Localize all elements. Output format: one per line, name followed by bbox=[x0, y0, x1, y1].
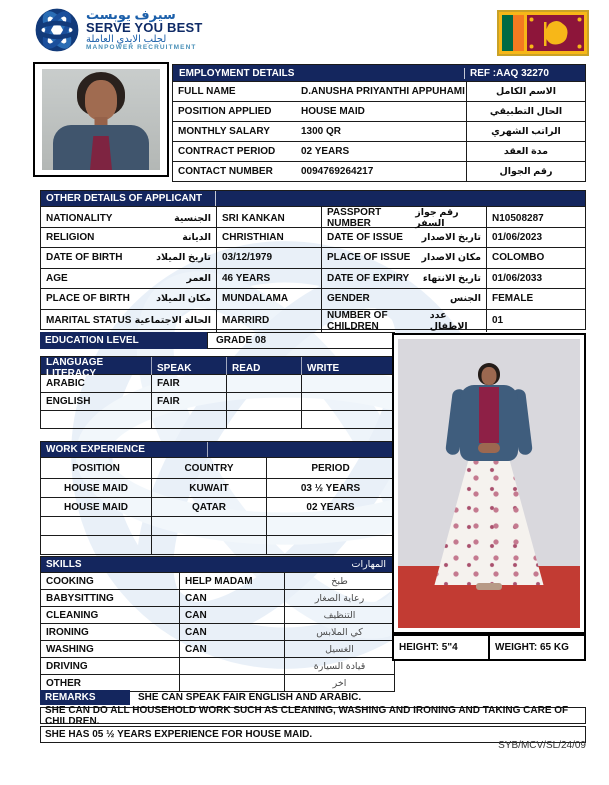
column-header: LANGUAGE LITERACY bbox=[46, 357, 104, 379]
table-row bbox=[41, 536, 394, 554]
sri-lanka-flag-icon bbox=[497, 10, 589, 56]
skill-arabic-label: رعاية الصغار bbox=[284, 590, 394, 606]
education-level-row bbox=[40, 332, 395, 349]
field-value: N10508287 bbox=[486, 207, 585, 229]
table-row bbox=[41, 228, 585, 249]
skills-header bbox=[41, 557, 394, 573]
table-row bbox=[41, 207, 585, 228]
work-position: HOUSE MAID bbox=[64, 482, 128, 494]
write-level bbox=[301, 411, 394, 428]
field-value: MUNDALAMA bbox=[216, 289, 321, 309]
logo-arabic-name: سيرف يوبست bbox=[86, 6, 176, 22]
field-arabic-label: تاريخ الاصدار bbox=[421, 231, 481, 243]
skill-value bbox=[179, 675, 284, 691]
work-country bbox=[151, 536, 266, 554]
language-header-row bbox=[41, 357, 394, 379]
field-label: PLACE OF ISSUE bbox=[327, 252, 411, 264]
field-value: 46 YEARS bbox=[216, 269, 321, 289]
applicant-fullbody-photo bbox=[392, 333, 586, 634]
education-label: EDUCATION LEVEL bbox=[40, 332, 207, 349]
speak-level: FAIR bbox=[151, 375, 226, 392]
other-details-table bbox=[40, 190, 586, 330]
education-value: GRADE 08 bbox=[207, 332, 395, 349]
read-level bbox=[226, 393, 301, 410]
language-name: ARABIC bbox=[46, 378, 85, 389]
field-label: CONTACT NUMBER bbox=[178, 166, 273, 177]
column-header: POSITION bbox=[72, 462, 120, 474]
weight-value: WEIGHT: 65 KG bbox=[488, 636, 584, 659]
work-experience-title: WORK EXPERIENCE bbox=[41, 442, 394, 458]
skill-name: BABYSITTING bbox=[46, 592, 114, 604]
field-label: DATE OF EXPIRY bbox=[327, 272, 410, 284]
logo-tagline: MANPOWER RECRUITMENT bbox=[86, 44, 197, 52]
field-value: HOUSE MAID bbox=[301, 106, 365, 117]
read-level bbox=[226, 375, 301, 392]
skill-arabic-label: طبخ bbox=[284, 573, 394, 589]
table-row bbox=[41, 641, 394, 658]
column-header: COUNTRY bbox=[151, 458, 266, 478]
field-label: PLACE OF BIRTH bbox=[46, 293, 130, 305]
skill-arabic-label: اخر bbox=[284, 675, 394, 691]
employment-ref: REF :AAQ 32270 bbox=[464, 68, 585, 79]
field-value: 01/06/2033 bbox=[486, 269, 585, 289]
language-literacy-table bbox=[40, 356, 395, 429]
skill-value: CAN bbox=[179, 607, 284, 623]
field-value: 02 YEARS bbox=[301, 146, 350, 157]
remarks-line-3: SHE HAS 05 ½ YEARS EXPERIENCE FOR HOUSE MAID. bbox=[40, 726, 586, 743]
other-details-title: OTHER DETAILS OF APPLICANT bbox=[41, 191, 216, 206]
skills-title-arabic: المهارات bbox=[351, 559, 386, 570]
table-row bbox=[41, 269, 585, 290]
field-arabic-label: مكان الاصدار bbox=[421, 252, 481, 264]
skills-table bbox=[40, 556, 395, 692]
work-position bbox=[41, 536, 151, 554]
skill-value: HELP MADAM bbox=[179, 573, 284, 589]
field-value: CHRISTHIAN bbox=[216, 228, 321, 248]
table-row bbox=[41, 310, 585, 330]
field-label: MARITAL STATUS bbox=[46, 315, 132, 326]
field-value: D.ANUSHA PRIYANTHI APPUHAMI bbox=[301, 86, 465, 97]
field-arabic-label: رقم جواز السفر bbox=[415, 207, 459, 229]
remarks-line-2: SHE CAN DO ALL HOUSEHOLD WORK SUCH AS CLEANING, WASHING AND IRONING AND TAKING CARE OF CHILDREN. bbox=[40, 707, 586, 724]
table-row bbox=[41, 573, 394, 590]
work-experience-table bbox=[40, 441, 395, 555]
table-row bbox=[41, 498, 394, 517]
language-name bbox=[41, 411, 151, 428]
skill-value: CAN bbox=[179, 641, 284, 657]
employment-header bbox=[173, 65, 585, 82]
work-country: QATAR bbox=[151, 498, 266, 516]
agency-logo bbox=[34, 7, 202, 53]
field-label: GENDER bbox=[327, 293, 370, 305]
remarks-line-1: SHE CAN SPEAK FAIR ENGLISH AND ARABIC. bbox=[138, 692, 362, 703]
skill-name: IRONING bbox=[46, 626, 89, 638]
field-arabic-label: الحال التطبيقي bbox=[466, 102, 585, 121]
field-arabic-label: العمر bbox=[186, 272, 211, 284]
field-value: SRI KANKAN bbox=[216, 207, 321, 229]
physique-row bbox=[392, 634, 586, 661]
table-row bbox=[41, 375, 394, 393]
logo-icon bbox=[34, 7, 80, 53]
remarks-title: REMARKS bbox=[40, 690, 130, 705]
skills-title: SKILLS bbox=[46, 559, 82, 570]
field-label: RELIGION bbox=[46, 231, 95, 243]
portrait-shirt bbox=[90, 136, 112, 170]
skill-value: CAN bbox=[179, 624, 284, 640]
work-period: 02 YEARS bbox=[266, 498, 394, 516]
other-details-header bbox=[41, 191, 585, 207]
table-row bbox=[41, 624, 394, 641]
field-value: 01/06/2023 bbox=[486, 228, 585, 248]
field-arabic-label: رقم الجوال bbox=[466, 162, 585, 181]
work-country bbox=[151, 517, 266, 535]
skill-value: CAN bbox=[179, 590, 284, 606]
table-row bbox=[41, 393, 394, 411]
field-value: 1300 QR bbox=[301, 126, 342, 137]
skill-name: COOKING bbox=[46, 575, 94, 587]
remarks-section bbox=[40, 690, 586, 743]
table-row bbox=[41, 607, 394, 624]
field-arabic-label: الراتب الشهري bbox=[466, 122, 585, 141]
field-value: MARRIRD bbox=[216, 310, 321, 332]
table-row bbox=[41, 517, 394, 536]
table-row bbox=[41, 411, 394, 428]
field-arabic-label: الديانة bbox=[182, 231, 211, 243]
skill-arabic-label: الغسيل bbox=[284, 641, 394, 657]
column-header: READ bbox=[226, 357, 301, 379]
height-value: HEIGHT: 5"4 bbox=[399, 642, 458, 653]
field-arabic-label: الجنس bbox=[450, 293, 481, 305]
logo-english-name: SERVE YOU BEST bbox=[86, 20, 203, 36]
work-country: KUWAIT bbox=[151, 479, 266, 497]
field-value: COLOMBO bbox=[486, 248, 585, 268]
skill-value bbox=[179, 658, 284, 674]
portrait-face bbox=[85, 80, 117, 120]
table-row bbox=[41, 289, 585, 310]
field-arabic-label: مدة العقد bbox=[466, 142, 585, 161]
table-row bbox=[41, 248, 585, 269]
employment-title: EMPLOYMENT DETAILS bbox=[179, 67, 295, 79]
skill-arabic-label: كي الملابس bbox=[284, 624, 394, 640]
write-level bbox=[301, 375, 394, 392]
photo-face bbox=[482, 367, 497, 385]
field-value: 01 bbox=[486, 310, 585, 332]
table-row bbox=[173, 122, 585, 142]
field-value: 0094769264217 bbox=[301, 166, 374, 177]
field-arabic-label: الاسم الكامل bbox=[466, 82, 585, 101]
work-position: HOUSE MAID bbox=[64, 501, 128, 513]
table-row bbox=[41, 658, 394, 675]
write-level bbox=[301, 393, 394, 410]
skill-name: CLEANING bbox=[46, 609, 99, 621]
field-arabic-label: مكان الميلاد bbox=[156, 293, 211, 305]
table-row bbox=[41, 590, 394, 607]
skill-name: OTHER bbox=[46, 677, 81, 689]
table-row bbox=[41, 675, 394, 691]
field-label: FULL NAME bbox=[178, 86, 236, 97]
logo-arabic-tagline: لجلب الايدي العاملة bbox=[86, 33, 167, 45]
field-label: AGE bbox=[46, 272, 68, 284]
employment-details-table bbox=[172, 64, 586, 182]
field-value: FEMALE bbox=[486, 289, 585, 309]
work-period bbox=[266, 536, 394, 554]
field-label: DATE OF BIRTH bbox=[46, 252, 123, 264]
work-period: 03 ½ YEARS bbox=[266, 479, 394, 497]
field-label: NUMBER OF CHILDREN bbox=[327, 309, 388, 332]
applicant-portrait-photo bbox=[33, 62, 169, 177]
table-row bbox=[173, 142, 585, 162]
column-header: SPEAK bbox=[151, 357, 226, 379]
table-row bbox=[173, 162, 585, 181]
work-period bbox=[266, 517, 394, 535]
field-label: PASSPORT NUMBER bbox=[327, 207, 382, 229]
skill-name: DRIVING bbox=[46, 660, 88, 672]
field-arabic-label: الجنسية bbox=[174, 212, 211, 224]
table-row bbox=[173, 102, 585, 122]
field-label: DATE OF ISSUE bbox=[327, 231, 403, 243]
field-arabic-label: تاريخ الانتهاء bbox=[422, 272, 481, 284]
table-row bbox=[41, 479, 394, 498]
field-label: MONTHLY SALARY bbox=[178, 126, 270, 137]
field-label: CONTRACT PERIOD bbox=[178, 146, 276, 157]
photo-maroon-top bbox=[479, 387, 499, 443]
read-level bbox=[226, 411, 301, 428]
field-value: 03/12/1979 bbox=[216, 248, 321, 268]
field-arabic-label: الحالة الاجتماعية bbox=[134, 315, 211, 326]
work-position bbox=[41, 517, 151, 535]
field-label: POSITION APPLIED bbox=[178, 106, 272, 117]
field-arabic-label: عدد الاطفال bbox=[429, 309, 468, 332]
skill-arabic-label: التنظيف bbox=[284, 607, 394, 623]
skill-name: WASHING bbox=[46, 643, 94, 655]
document-reference: SYB/MCV/SL/24/09 bbox=[498, 740, 586, 751]
column-header: WRITE bbox=[301, 357, 394, 379]
table-row bbox=[173, 82, 585, 102]
skill-arabic-label: قيادة السيارة bbox=[284, 658, 394, 674]
photo-floral-skirt bbox=[431, 457, 547, 585]
field-arabic-label: تاريخ الميلاد bbox=[156, 252, 211, 264]
speak-level bbox=[151, 411, 226, 428]
speak-level: FAIR bbox=[151, 393, 226, 410]
language-name: ENGLISH bbox=[46, 396, 91, 407]
column-header: PERIOD bbox=[266, 458, 394, 478]
work-header-row bbox=[41, 458, 394, 479]
field-label: NATIONALITY bbox=[46, 212, 113, 224]
